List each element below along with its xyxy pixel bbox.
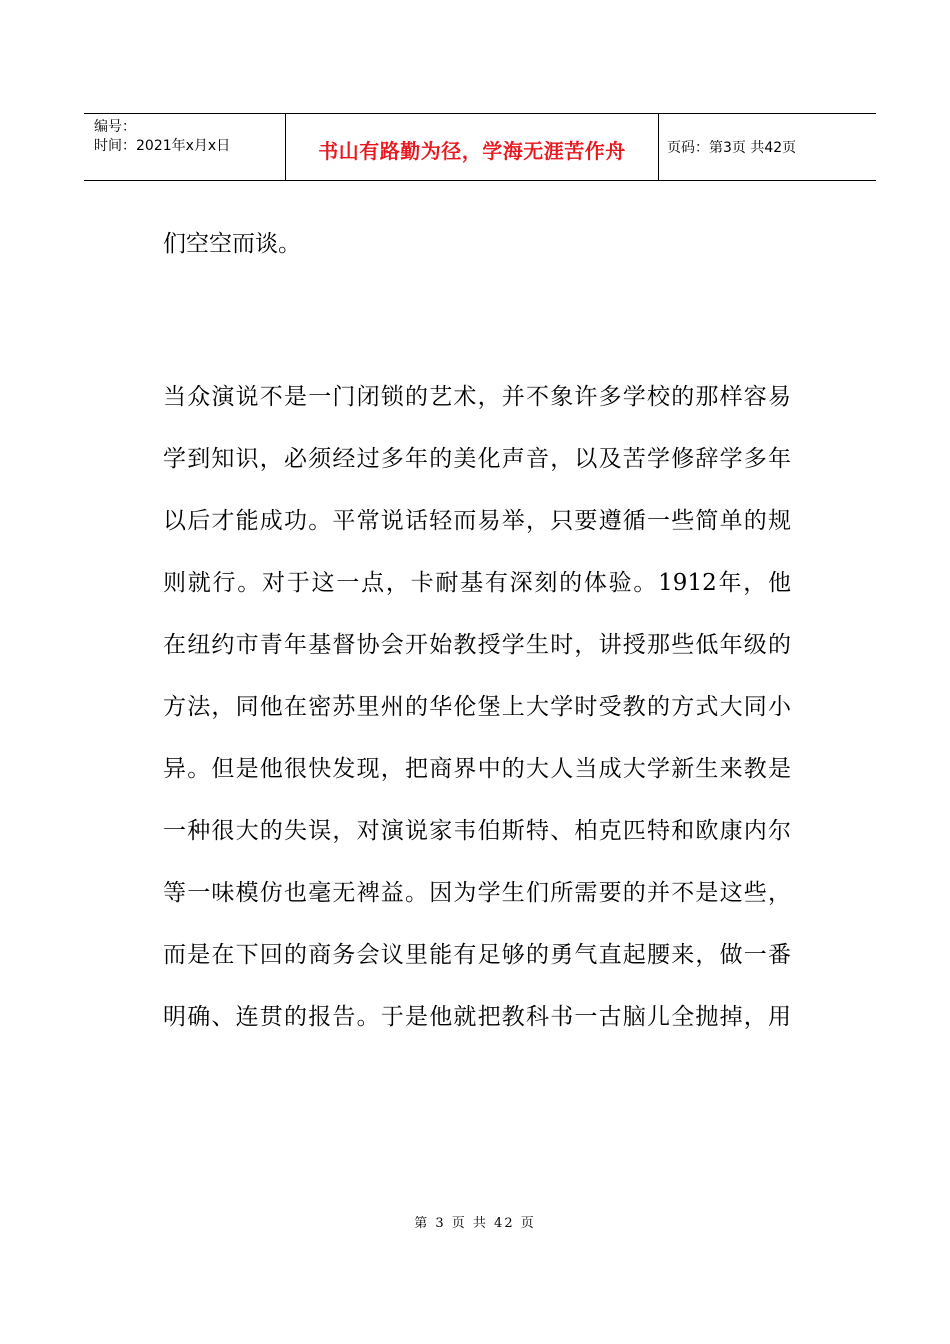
- header-page-info: 页码：第3页 共42页: [667, 140, 797, 156]
- header-motto: 书山有路勤为径，学海无涯苦作舟: [318, 138, 626, 163]
- document-number-label: 编号：: [94, 119, 136, 135]
- paragraph-line: 而是在下回的商务会议里能有足够的勇气直起腰来，做一番: [163, 942, 791, 968]
- document-time-label: 时间：2021年x月x日: [94, 138, 231, 154]
- paragraph-line: 明确、连贯的报告。于是他就把教科书一古脑儿全抛掉，用: [163, 1004, 791, 1030]
- paragraph-line: 当众演说不是一门闭锁的艺术，并不象许多学校的那样容易: [163, 384, 791, 410]
- body-paragraph: [163, 366, 791, 1048]
- paragraph-line: 以后才能成功。平常说话轻而易举，只要遵循一些简单的规: [163, 508, 791, 534]
- paragraph-line: 异。但是他很快发现，把商界中的大人当成大学新生来教是: [163, 756, 791, 782]
- header-meta-cell: [84, 114, 286, 180]
- footer-page-number: 第 3 页 共 42 页: [414, 1216, 536, 1231]
- header-motto-cell: [286, 114, 659, 180]
- paragraph-line: 则就行。对于这一点，卡耐基有深刻的体验。1912年，他: [163, 570, 791, 596]
- paragraph-line: 方法，同他在密苏里州的华伦堡上大学时受教的方式大同小: [163, 694, 791, 720]
- page-footer: [0, 1212, 950, 1231]
- continuation-text: 们空空而谈。: [163, 231, 301, 257]
- paragraph-line: 在纽约市青年基督协会开始教授学生时，讲授那些低年级的: [163, 632, 791, 658]
- paragraph-line: 等一味模仿也毫无裨益。因为学生们所需要的并不是这些，: [163, 880, 791, 906]
- continuation-line: [163, 213, 791, 275]
- paragraph-line: 一种很大的失误，对演说家韦伯斯特、柏克匹特和欧康内尔: [163, 818, 791, 844]
- document-header: [84, 113, 876, 181]
- header-page-cell: [659, 114, 876, 180]
- paragraph-line: 学到知识，必须经过多年的美化声音，以及苦学修辞学多年: [163, 446, 791, 472]
